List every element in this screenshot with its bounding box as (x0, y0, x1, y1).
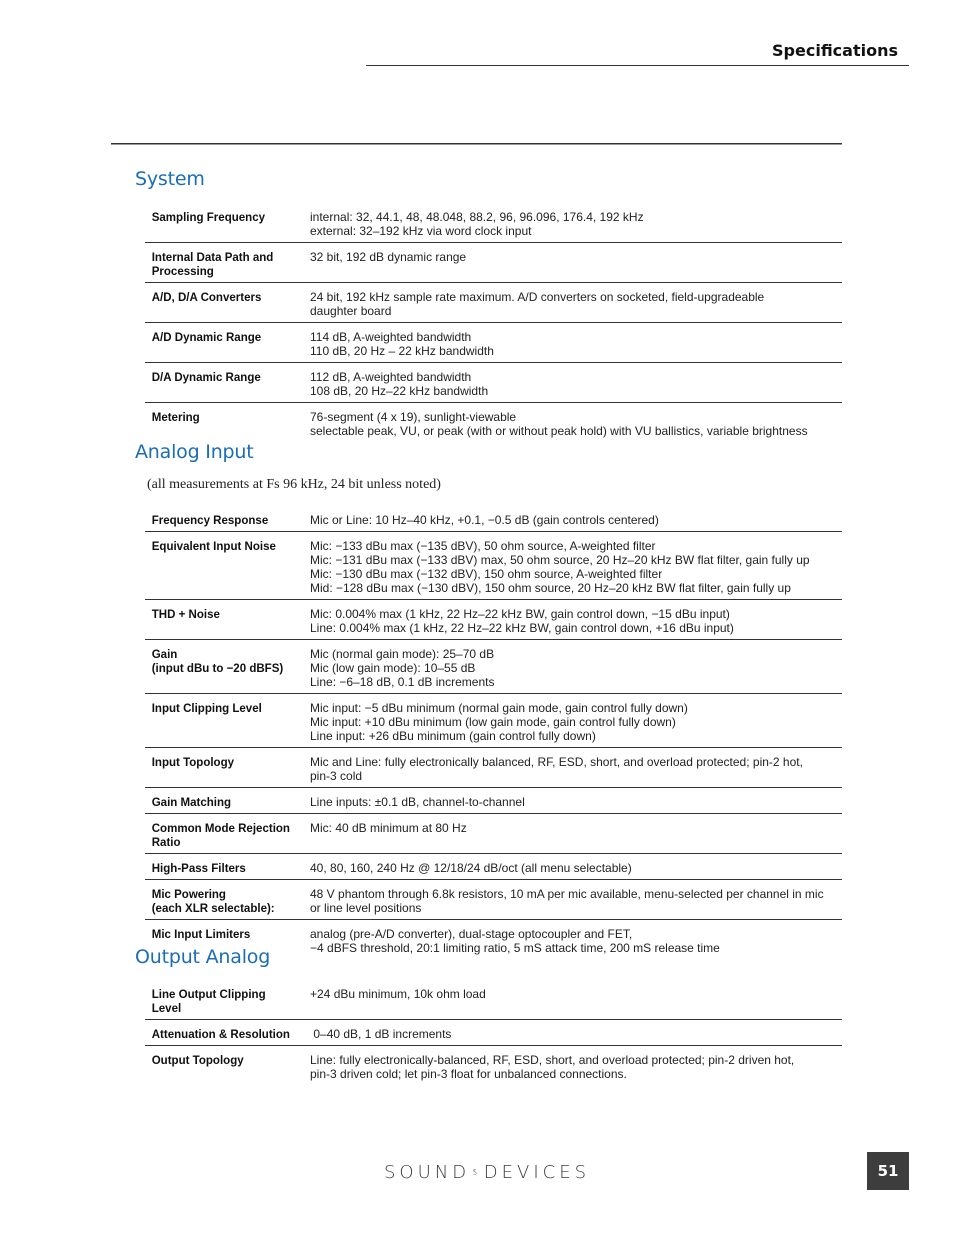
system-spec-table (145, 203, 842, 438)
spec-value (310, 203, 842, 243)
spec-label-line: Input Topology (151, 755, 235, 769)
spec-value-line: Line: −6–18 dB, 0.1 dB increments (310, 675, 495, 689)
analog-input-spec-table (145, 506, 842, 955)
spec-label (145, 1046, 303, 1082)
spec-label-line: (input dBu to −20 dBFS) (151, 661, 284, 675)
spec-value (310, 363, 842, 403)
spec-label (145, 640, 303, 694)
spec-row (145, 980, 842, 1020)
spec-value (310, 1046, 842, 1082)
output-analog-heading: Output Analog (135, 946, 271, 968)
spec-label (145, 532, 303, 600)
spec-value (310, 243, 842, 283)
spec-value (310, 920, 842, 956)
spec-label-line: THD + Noise (151, 607, 220, 621)
sound-devices-s-logo-icon (472, 1152, 478, 1192)
spec-value-line: pin-3 cold (310, 769, 363, 783)
spec-value-line: daughter board (310, 304, 392, 318)
spec-value-line: Line inputs: ±0.1 dB, channel-to-channel (310, 795, 525, 809)
spec-label-line: Mic Input Limiters (151, 927, 251, 941)
spec-value-line: Line input: +26 dBu minimum (gain control fully down) (310, 729, 596, 743)
spec-label (145, 323, 303, 363)
spec-value-line: Mic: 0.004% max (1 kHz, 22 Hz–22 kHz BW, gain control down, −15 dBu input) (310, 607, 730, 621)
spec-row (145, 640, 842, 694)
spec-row (145, 506, 842, 532)
spec-value-line: 110 dB, 20 Hz – 22 kHz bandwidth (310, 344, 494, 358)
spec-row (145, 283, 842, 323)
spec-row (145, 532, 842, 600)
spec-value (310, 788, 842, 814)
output-analog-spec-table (145, 980, 842, 1081)
spec-label-line: Ratio (151, 835, 181, 849)
spec-row (145, 814, 842, 854)
spec-value-line: −4 dBFS threshold, 20:1 limiting ratio, 5 mS attack time, 200 mS release time (310, 941, 720, 955)
spec-label-line: Metering (151, 410, 200, 424)
spec-label-line: Common Mode Rejection (151, 821, 290, 835)
logo-word-sound: SOUND (384, 1161, 471, 1183)
spec-value-line: Line: 0.004% max (1 kHz, 22 Hz–22 kHz BW, gain control down, +16 dBu input) (310, 621, 734, 635)
spec-label-line: Output Topology (151, 1053, 244, 1067)
spec-label-line: Gain (151, 647, 178, 661)
spec-label-line: Attenuation & Resolution (151, 1027, 290, 1041)
spec-value-line: Mic: 40 dB minimum at 80 Hz (310, 821, 467, 835)
spec-value-line: Mic: −133 dBu max (−135 dBV), 50 ohm source, A-weighted filter (310, 539, 656, 553)
spec-row (145, 600, 842, 640)
spec-value-line: 114 dB, A-weighted bandwidth (310, 330, 472, 344)
spec-value (310, 283, 842, 323)
spec-label-line: Processing (151, 264, 214, 278)
spec-value-line: +24 dBu minimum, 10k ohm load (310, 987, 486, 1001)
spec-value-line: internal: 32, 44.1, 48, 48.048, 88.2, 96, 96.096, 176.4, 192 kHz (310, 210, 644, 224)
spec-value-line: 112 dB, A-weighted bandwidth (310, 370, 472, 384)
spec-label-line: A/D Dynamic Range (151, 330, 262, 344)
spec-value-line: 48 V phantom through 6.8k resistors, 10 mA per mic available, menu-selected per channel in mic (310, 887, 824, 901)
spec-value-line: pin-3 driven cold; let pin-3 float for unbalanced connections. (310, 1067, 627, 1081)
spec-label-line: Input Clipping Level (151, 701, 262, 715)
spec-label (145, 506, 303, 532)
logo-word-devices: DEVICES (483, 1161, 590, 1183)
running-header-title: Specifications (772, 41, 898, 60)
spec-label (145, 880, 303, 920)
spec-value-line: Mic and Line: fully electronically balanced, RF, ESD, short, and overload protected; pin-2 hot, (310, 755, 803, 769)
spec-value (310, 403, 842, 439)
spec-value-line: Mic or Line: 10 Hz–40 kHz, +0.1, −0.5 dB (gain controls centered) (310, 513, 659, 527)
spec-label (145, 980, 303, 1020)
spec-row (145, 403, 842, 439)
spec-value-line: Mic (low gain mode): 10–55 dB (310, 661, 476, 675)
spec-value-line: Mic (normal gain mode): 25–70 dB (310, 647, 495, 661)
spec-label-line: Mic Powering (151, 887, 226, 901)
spec-row (145, 788, 842, 814)
spec-value (310, 1020, 842, 1046)
spec-label-line: Frequency Response (151, 513, 269, 527)
spec-label-line: Gain Matching (151, 795, 232, 809)
spec-label (145, 600, 303, 640)
section-rule (111, 143, 842, 144)
spec-value (310, 506, 842, 532)
system-heading: System (135, 168, 205, 190)
spec-row (145, 363, 842, 403)
spec-value-line: or line level positions (310, 901, 422, 915)
spec-label-line: Internal Data Path and (151, 250, 274, 264)
spec-label (145, 854, 303, 880)
spec-label-line: Sampling Frequency (151, 210, 266, 224)
spec-value (310, 640, 842, 694)
spec-value (310, 323, 842, 363)
spec-value-line: Mic input: −5 dBu minimum (normal gain mode, gain control fully down) (310, 701, 688, 715)
spec-value-line: external: 32–192 kHz via word clock input (310, 224, 532, 238)
analog-input-heading: Analog Input (135, 441, 254, 463)
spec-value-line: 108 dB, 20 Hz–22 kHz bandwidth (310, 384, 489, 398)
spec-value-line: selectable peak, VU, or peak (with or without peak hold) with VU ballistics, variable brightness (310, 424, 808, 438)
spec-value-line: Mic: −130 dBu max (−132 dBV), 150 ohm source, A-weighted filter (310, 567, 663, 581)
header-rule (366, 65, 909, 66)
spec-label (145, 788, 303, 814)
spec-label (145, 814, 303, 854)
spec-label-line: High-Pass Filters (151, 861, 246, 875)
spec-value-line: 76-segment (4 x 19), sunlight-viewable (310, 410, 517, 424)
spec-label-line: D/A Dynamic Range (151, 370, 261, 384)
spec-label (145, 748, 303, 788)
spec-label (145, 243, 303, 283)
spec-row (145, 1020, 842, 1046)
spec-value-line: analog (pre-A/D converter), dual-stage optocoupler and FET, (310, 927, 633, 941)
spec-value (310, 532, 842, 600)
spec-value (310, 854, 842, 880)
spec-row (145, 694, 842, 748)
spec-value-line: 32 bit, 192 dB dynamic range (310, 250, 467, 264)
spec-value-line: Mic input: +10 dBu minimum (low gain mode, gain control fully down) (310, 715, 676, 729)
spec-value (310, 600, 842, 640)
spec-row (145, 1046, 842, 1082)
spec-label-line: Level (151, 1001, 182, 1015)
spec-row (145, 854, 842, 880)
spec-value-line: Mic: −131 dBu max (−133 dBV) max, 50 ohm source, 20 Hz–20 kHz BW flat filter, gain fully up (310, 553, 810, 567)
spec-label-line: Line Output Clipping (151, 987, 266, 1001)
analog-input-note: (all measurements at Fs 96 kHz, 24 bit unless noted) (147, 477, 441, 492)
spec-row (145, 243, 842, 283)
spec-row (145, 748, 842, 788)
spec-label (145, 203, 303, 243)
spec-value (310, 980, 842, 1020)
sound-devices-logo (384, 1152, 590, 1192)
spec-value (310, 748, 842, 788)
page-number: 51 (867, 1152, 909, 1190)
spec-label (145, 1020, 303, 1046)
spec-value (310, 880, 842, 920)
spec-label (145, 363, 303, 403)
spec-value-line: 0–40 dB, 1 dB increments (310, 1027, 452, 1041)
spec-row (145, 880, 842, 920)
spec-label (145, 283, 303, 323)
spec-label-line: (each XLR selectable): (151, 901, 275, 915)
spec-label (145, 403, 303, 439)
spec-label-line: A/D, D/A Converters (151, 290, 262, 304)
spec-label-line: Equivalent Input Noise (151, 539, 276, 553)
spec-label (145, 694, 303, 748)
spec-value (310, 814, 842, 854)
spec-row (145, 203, 842, 243)
spec-value (310, 694, 842, 748)
spec-row (145, 323, 842, 363)
spec-value-line: Line: fully electronically-balanced, RF, ESD, short, and overload protected; pin-2 driven hot, (310, 1053, 795, 1067)
spec-value-line: 40, 80, 160, 240 Hz @ 12/18/24 dB/oct (all menu selectable) (310, 861, 632, 875)
spec-value-line: 24 bit, 192 kHz sample rate maximum. A/D converters on socketed, field-upgradeable (310, 290, 765, 304)
spec-value-line: Mid: −128 dBu max (−130 dBV), 150 ohm source, 20 Hz–20 kHz BW flat filter, gain fully up (310, 581, 791, 595)
